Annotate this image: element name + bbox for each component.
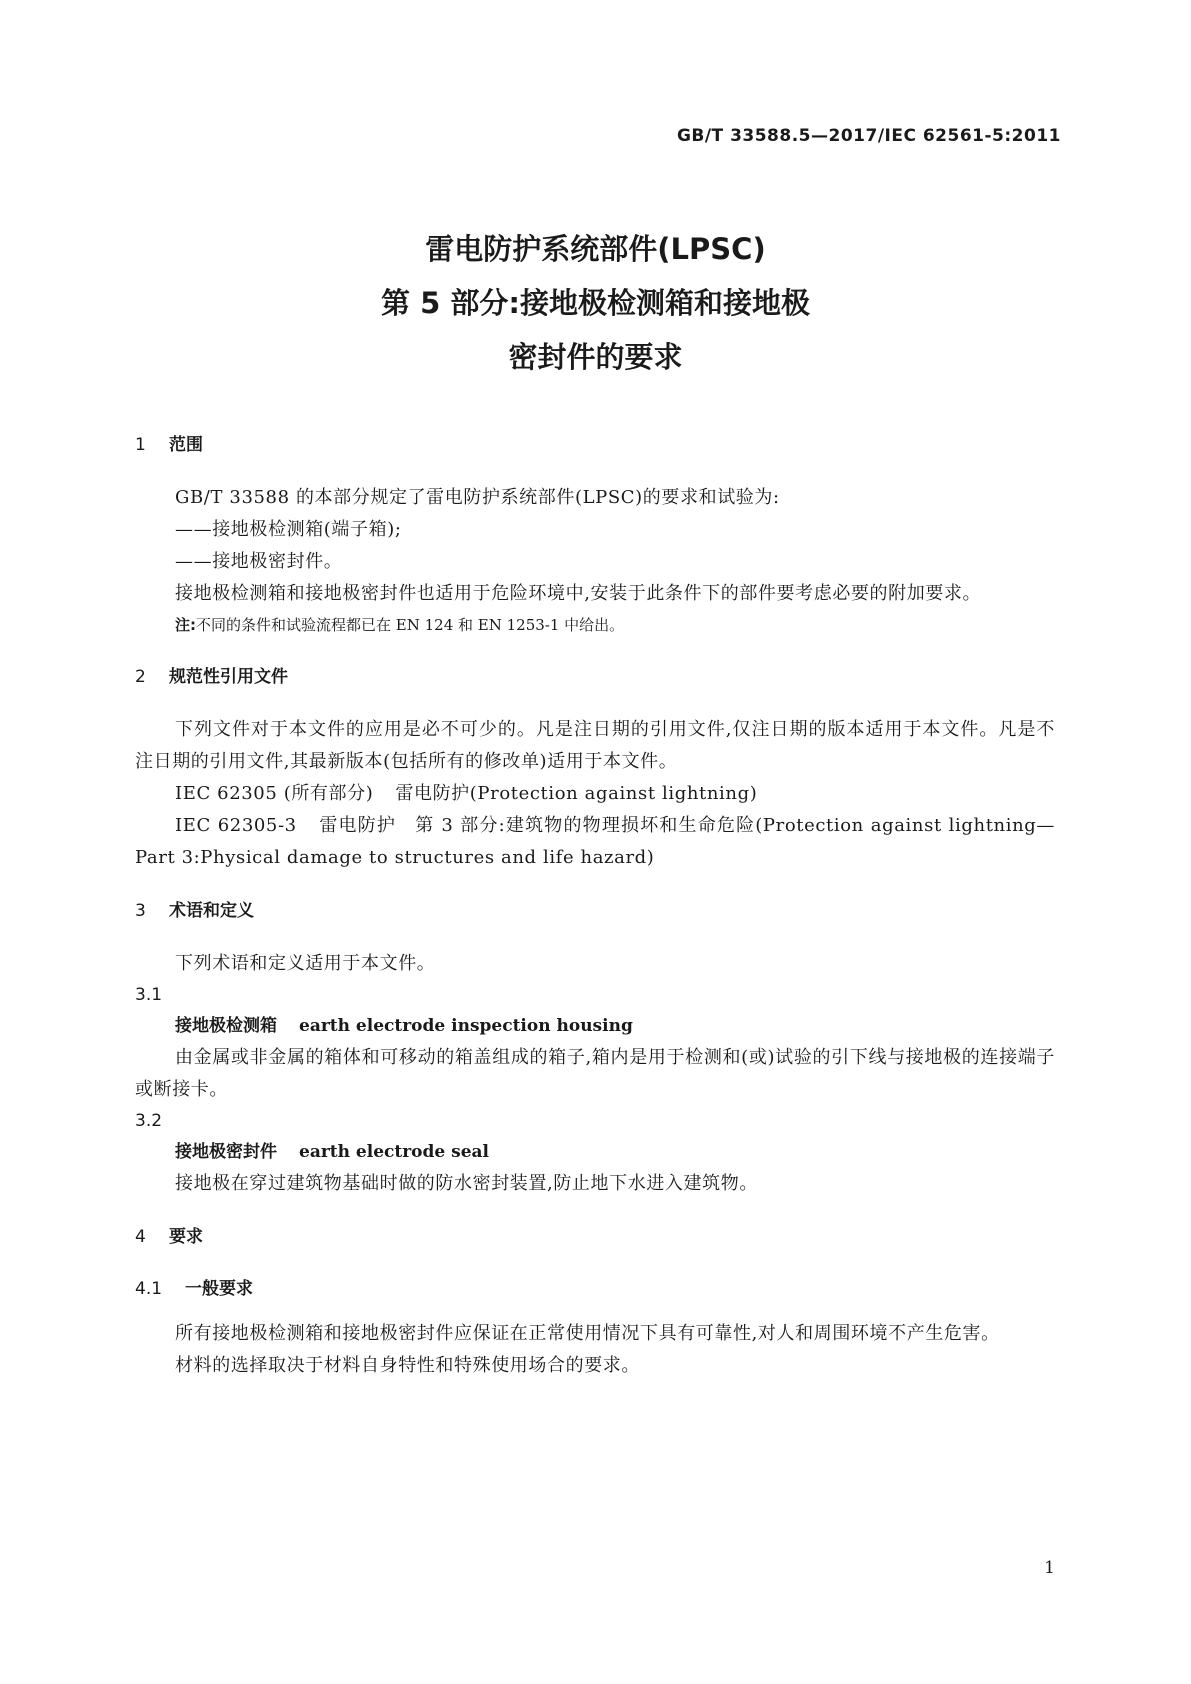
paragraph: GB/T 33588 的本部分规定了雷电防护系统部件(LPSC)的要求和试验为: (175, 487, 780, 508)
section-3-heading (135, 896, 1055, 926)
term-en: earth electrode seal (299, 1142, 489, 1162)
term-entry (135, 1136, 1055, 1168)
section-4-heading (135, 1222, 1055, 1252)
document-title (0, 222, 1191, 384)
reference-title: 雷电防护 第 3 部分:建筑物的物理损坏和生命危险(Protection against lightning—Part 3:Physical damage to structures and life hazard) (135, 815, 1056, 868)
reference-code: IEC 62305 (所有部分) (175, 783, 374, 804)
paragraph: 下列术语和定义适用于本文件。 (175, 953, 436, 974)
reference-code: IEC 62305-3 (175, 815, 297, 836)
term-en: earth electrode inspection housing (299, 1016, 633, 1036)
subsection-title: 一般要求 (185, 1279, 253, 1299)
section-2-heading (135, 662, 1055, 692)
paragraph: 所有接地极检测箱和接地极密封件应保证在正常使用情况下具有可靠性,对人和周围环境不产生危害。 (175, 1323, 1000, 1344)
term-zh: 接地极检测箱 (175, 1016, 277, 1036)
subsection-4-1-heading (135, 1274, 1055, 1304)
normative-reference (135, 810, 1055, 874)
term-number: 3.1 (135, 985, 163, 1005)
subsection-number: 4.1 (135, 1279, 163, 1299)
paragraph: 下列文件对于本文件的应用是必不可少的。凡是注日期的引用文件,仅注日期的版本适用于本文件。凡是不注日期的引用文件,其最新版本(包括所有的修改单)适用于本文件。 (135, 719, 1055, 772)
section-number: 4 (135, 1227, 146, 1247)
document-body (135, 430, 1055, 1382)
normative-reference (135, 778, 1055, 810)
section-number: 1 (135, 435, 146, 455)
term-zh: 接地极密封件 (175, 1142, 277, 1162)
section-title: 要求 (169, 1227, 203, 1247)
list-item: ——接地极密封件。 (175, 551, 343, 572)
section-title: 规范性引用文件 (169, 667, 288, 687)
note-text: 不同的条件和试验流程都已在 EN 124 和 EN 1253-1 中给出。 (196, 616, 625, 634)
term-definition: 由金属或非金属的箱体和可移动的箱盖组成的箱子,箱内是用于检测和(或)试验的引下线与接地极的连接端子或断接卡。 (135, 1047, 1055, 1100)
term-entry (135, 1010, 1055, 1042)
term-number: 3.2 (135, 1111, 163, 1131)
section-number: 3 (135, 901, 146, 921)
page-number: 1 (1044, 1558, 1055, 1578)
title-line-2: 第 5 部分:接地极检测箱和接地极 (381, 286, 810, 320)
paragraph: 材料的选择取决于材料自身特性和特殊使用场合的要求。 (175, 1355, 640, 1376)
note (135, 610, 1055, 640)
section-number: 2 (135, 667, 146, 687)
title-line-3: 密封件的要求 (508, 340, 683, 374)
note-label: 注: (175, 616, 196, 634)
reference-title: 雷电防护(Protection against lightning) (395, 783, 758, 804)
standard-code: GB/T 33588.5—2017/IEC 62561-5:2011 (676, 126, 1061, 146)
section-title: 术语和定义 (169, 901, 254, 921)
paragraph: 接地极检测箱和接地极密封件也适用于危险环境中,安装于此条件下的部件要考虑必要的附加要求。 (175, 583, 982, 604)
section-title: 范围 (169, 435, 203, 455)
section-1-heading (135, 430, 1055, 460)
list-item: ——接地极检测箱(端子箱); (175, 519, 402, 540)
title-line-1: 雷电防护系统部件(LPSC) (425, 232, 766, 266)
term-definition: 接地极在穿过建筑物基础时做的防水密封装置,防止地下水进入建筑物。 (175, 1173, 758, 1194)
